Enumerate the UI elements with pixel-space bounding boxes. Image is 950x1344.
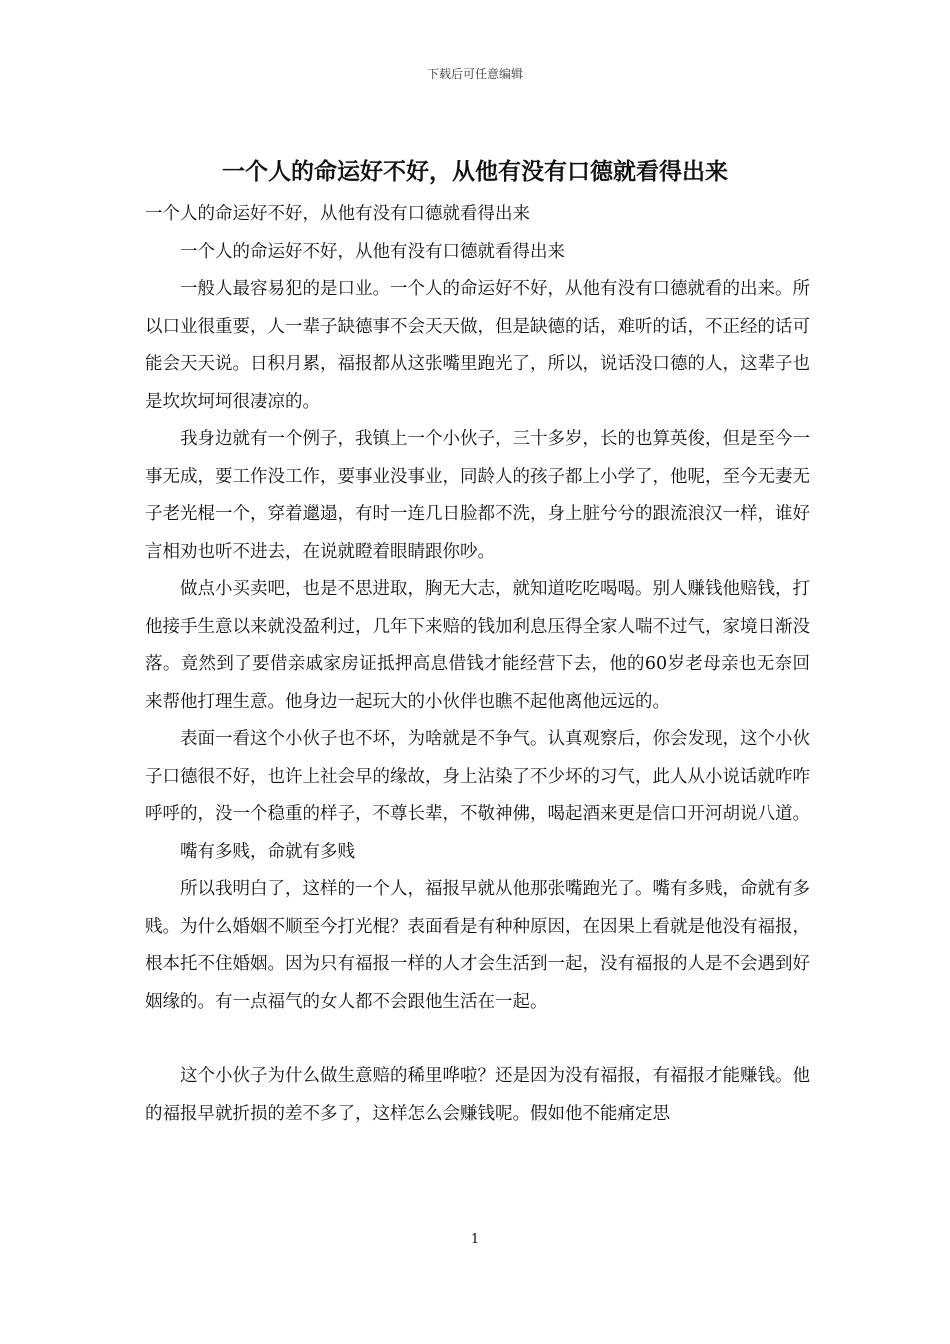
paragraph-heading-repeat: 一个人的命运好不好，从他有没有口德就看得出来 (180, 241, 565, 262)
page-header: 下载后可任意编辑 (426, 67, 523, 81)
paragraph: 一般人最容易犯的是口业。一个人的命运好不好，从他有没有口德就看的出来。所以口业很重要，人一辈子缺德事不会天天做，但是缺德的话，难听的话，不正经的话可能会天天说。日积月累，福报都从这张嘴里跑光了，所以，说话没口德的人，这辈子也是坎坎坷坷很凄凉的。 (145, 279, 810, 412)
paragraph-subtitle: 一个人的命运好不好，从他有没有口德就看得出来 (145, 204, 530, 224)
paragraph: 所以我明白了，这样的一个人，福报早就从他那张嘴跑光了。嘴有多贱，命就有多贱。为什么婚姻不顺至今打光棍？表面看是有种种原因，在因果上看就是他没有福报，根本托不住婚姻。因为只有福报一样的人才会生活到一起，没有福报的人是不会遇到好姻缘的。有一点福气的女人都不会跟他生活在一起。 (145, 879, 810, 1012)
page-number: 1 (470, 1232, 480, 1247)
blank-line (145, 1021, 810, 1058)
paragraph: 这个小伙子为什么做生意赔的稀里哗啦？还是因为没有福报，有福报才能赚钱。他的福报早就折损的差不多了，这样怎么会赚钱呢。假如他不能痛定思 (145, 1066, 810, 1124)
paragraph: 表面一看这个小伙子也不坏，为啥就是不争气。认真观察后，你会发现，这个小伙子口德很不好，也许上社会早的缘故，身上沾染了不少坏的习气，此人从小说话就咋咋呼呼的，没一个稳重的样子，不尊长辈，不敬神佛，喝起酒来更是信口开河胡说八道。 (145, 729, 810, 824)
section-subheading: 嘴有多贱，命就有多贱 (180, 841, 355, 862)
document-body (145, 196, 810, 1133)
document-title: 一个人的命运好不好，从他有没有口德就看得出来 (222, 158, 728, 185)
paragraph: 我身边就有一个例子，我镇上一个小伙子，三十多岁，长的也算英俊，但是至今一事无成，要工作没工作，要事业没事业，同龄人的孩子都上小学了，他呢，至今无妻无子老光棍一个，穿着邋遢，有时一连几日脸都不洗，身上脏兮兮的跟流浪汉一样，谁好言相劝也听不进去，在说就瞪着眼睛跟你吵。 (145, 429, 810, 562)
paragraph: 做点小买卖吧，也是不思进取，胸无大志，就知道吃吃喝喝。别人赚钱他赔钱，打他接手生意以来就没盈利过，几年下来赔的钱加利息压得全家人喘不过气，家境日渐没落。竟然到了要借亲戚家房证抵押高息借钱才能经营下去，他的60岁老母亲也无奈回来帮他打理生意。他身边一起玩大的小伙伴也瞧不起他离他远远的。 (145, 579, 810, 712)
